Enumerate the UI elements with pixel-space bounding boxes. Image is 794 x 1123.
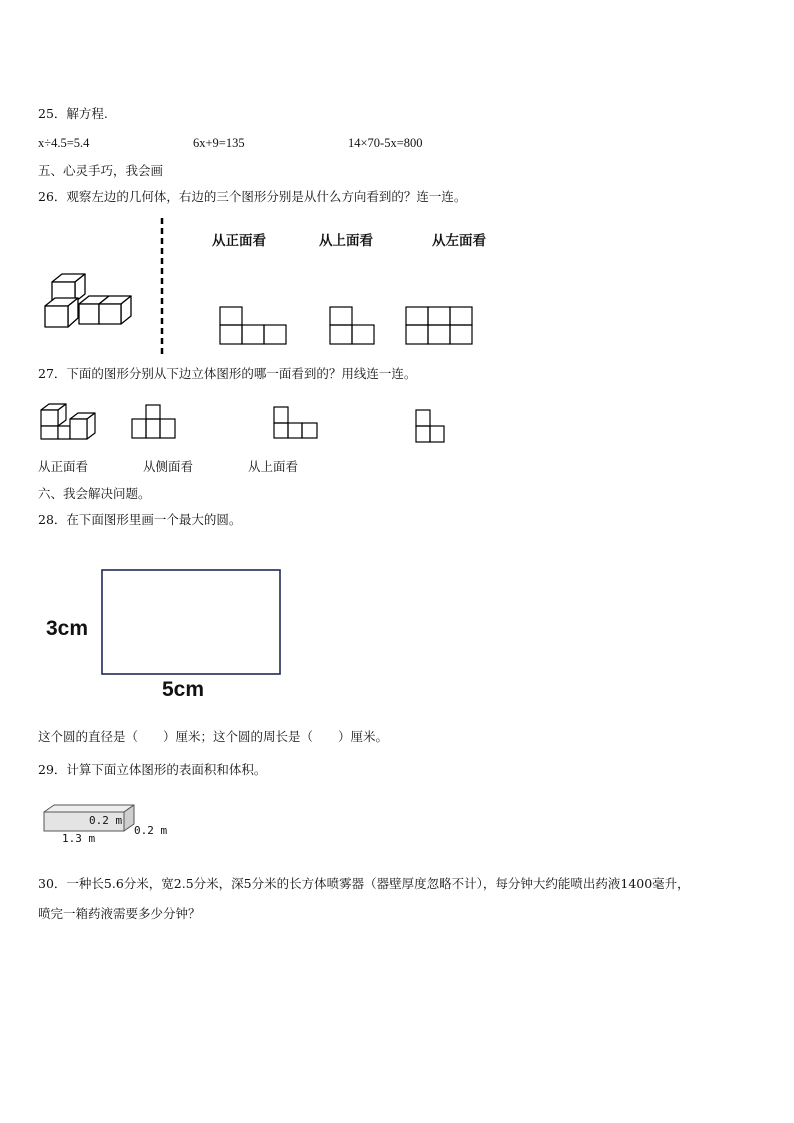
section5-title: 五、心灵手巧，我会画 xyxy=(38,163,164,178)
q26-label-left: 从左面看 xyxy=(432,233,486,249)
q28-rectangle xyxy=(102,570,280,674)
q27-view-c-shape xyxy=(416,410,444,442)
equation-2: 6x+9=135 xyxy=(193,136,245,150)
q28-title: 28．在下面图形里画一个最大的圆。 xyxy=(38,512,242,527)
q26-view-top-shape xyxy=(330,307,374,344)
q26-title: 26．观察左边的几何体，右边的三个图形分别是从什么方向看到的？连一连。 xyxy=(38,189,467,204)
q29-title: 29．计算下面立体图形的表面积和体积。 xyxy=(38,762,267,777)
q27-view-a-shape xyxy=(132,405,175,438)
q30-line1: 30．一种长5.6分米，宽2.5分米，深5分米的长方体喷雾器（器壁厚度忽略不计），每分钟大约能喷出药液1400毫升， xyxy=(38,876,690,891)
q26-solid xyxy=(45,274,131,327)
q28-height-label: 3cm xyxy=(46,617,89,640)
q28-answer-line: 这个圆的直径是（ ）厘米；这个圆的周长是（ ）厘米。 xyxy=(38,729,389,744)
q27-title: 27．下面的图形分别从下边立体图形的哪一面看到的？用线连一连。 xyxy=(38,366,417,381)
q27-label-top: 从上面看 xyxy=(248,459,299,474)
q26-view-left-shape xyxy=(406,307,472,344)
q29-length-label: 1.3 m xyxy=(62,832,96,845)
q26-label-front: 从正面看 xyxy=(212,233,266,249)
q27-view-b-shape xyxy=(274,407,317,438)
q27-solid xyxy=(41,404,95,439)
q29-height-label: 0.2 m xyxy=(89,814,123,827)
equation-3: 14×70-5x=800 xyxy=(348,136,423,150)
q30-line2: 喷完一箱药液需要多少分钟？ xyxy=(38,906,201,921)
q26-view-front-shape xyxy=(220,307,286,344)
section6-title: 六、我会解决问题。 xyxy=(38,486,151,501)
q27-label-side: 从侧面看 xyxy=(143,459,194,474)
q29-depth-label: 0.2 m xyxy=(134,824,168,837)
q25-title: 25．解方程. xyxy=(38,106,108,121)
q28-width-label: 5cm xyxy=(162,678,205,701)
q26-label-top: 从上面看 xyxy=(319,233,373,249)
q27-label-front: 从正面看 xyxy=(38,459,89,474)
equation-1: x÷4.5=5.4 xyxy=(38,136,90,150)
